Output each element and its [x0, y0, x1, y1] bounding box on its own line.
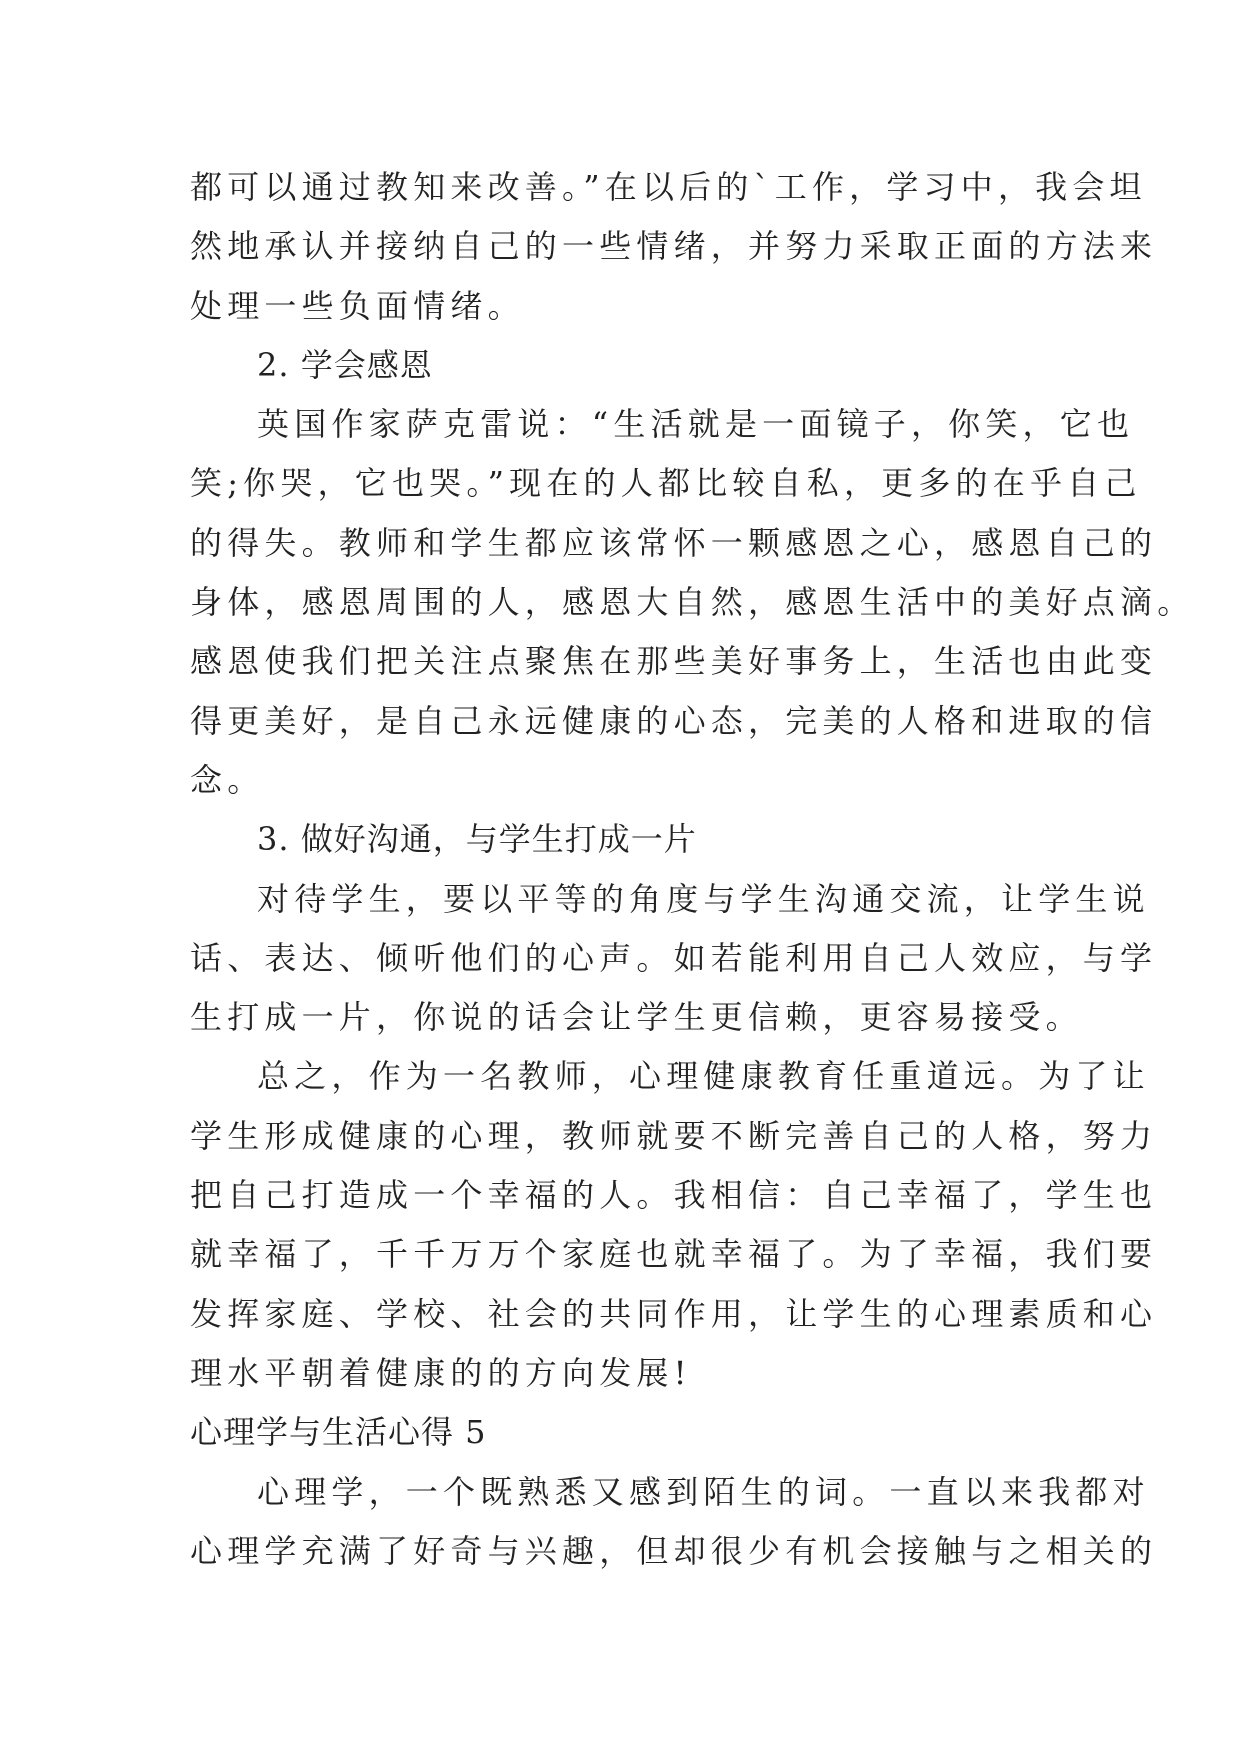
- text-line: 发挥家庭、学校、社会的共同作用，让学生的心理素质和心: [190, 1294, 1158, 1333]
- text-line: 把自己打造成一个幸福的人。我相信：自己幸福了，学生也: [190, 1176, 1158, 1215]
- text-line: 心理学，一个既熟悉又感到陌生的词。一直以来我都对: [257, 1472, 1150, 1511]
- text-line: 学生形成健康的心理，教师就要不断完善自己的人格，努力: [190, 1116, 1158, 1155]
- text-line: 笑;你哭，它也哭。”现在的人都比较自私，更多的在乎自己: [190, 464, 1142, 503]
- section-heading: [190, 1403, 1060, 1462]
- text-line: 身体，感恩周围的人，感恩大自然，感恩生活中的美好点滴。: [190, 583, 1195, 622]
- subheading-text: 2. 学会感恩: [257, 345, 433, 384]
- text-line: 理水平朝着健康的的方向发展!: [190, 1353, 692, 1392]
- subheading: [190, 810, 1060, 869]
- section-heading-text: 心理学与生活心得 5: [190, 1413, 487, 1452]
- text-line: 感恩使我们把关注点聚焦在那些美好事务上，生活也由此变: [190, 642, 1158, 681]
- text-line: 总之，作为一名教师，心理健康教育任重道远。为了让: [257, 1057, 1150, 1096]
- subheading-text: 3. 做好沟通，与学生打成一片: [257, 820, 697, 859]
- text-line: 心理学充满了好奇与兴趣，但却很少有机会接触与之相关的: [190, 1531, 1158, 1570]
- paragraph: [190, 395, 1195, 810]
- text-line: 处理一些负面情绪。: [190, 286, 525, 325]
- text-line: 的得失。教师和学生都应该常怀一颗感恩之心，感恩自己的: [190, 523, 1158, 562]
- paragraph: [190, 158, 1158, 336]
- text-line: 对待学生，要以平等的角度与学生沟通交流，让学生说: [257, 879, 1150, 918]
- paragraph: [190, 870, 1158, 1048]
- paragraph: [190, 1047, 1158, 1403]
- text-line: 都可以通过教知来改善。”在以后的`工作，学习中，我会坦: [190, 168, 1147, 206]
- subheading: [190, 336, 1060, 395]
- text-line: 念。: [190, 760, 265, 799]
- text-line: 生打成一片，你说的话会让学生更信赖，更容易接受。: [190, 998, 1083, 1037]
- document-body: [190, 158, 1195, 1581]
- text-line: 得更美好，是自己永远健康的心态，完美的人格和进取的信: [190, 701, 1158, 740]
- text-line: 话、表达、倾听他们的心声。如若能利用自己人效应，与学: [190, 938, 1158, 977]
- text-line: 英国作家萨克雷说：“生活就是一面镜子，你笑，它也: [257, 405, 1135, 444]
- text-line: 就幸福了，千千万万个家庭也就幸福了。为了幸福，我们要: [190, 1235, 1158, 1274]
- text-line: 然地承认并接纳自己的一些情绪，并努力采取正面的方法来: [190, 227, 1158, 266]
- paragraph: [190, 1463, 1158, 1582]
